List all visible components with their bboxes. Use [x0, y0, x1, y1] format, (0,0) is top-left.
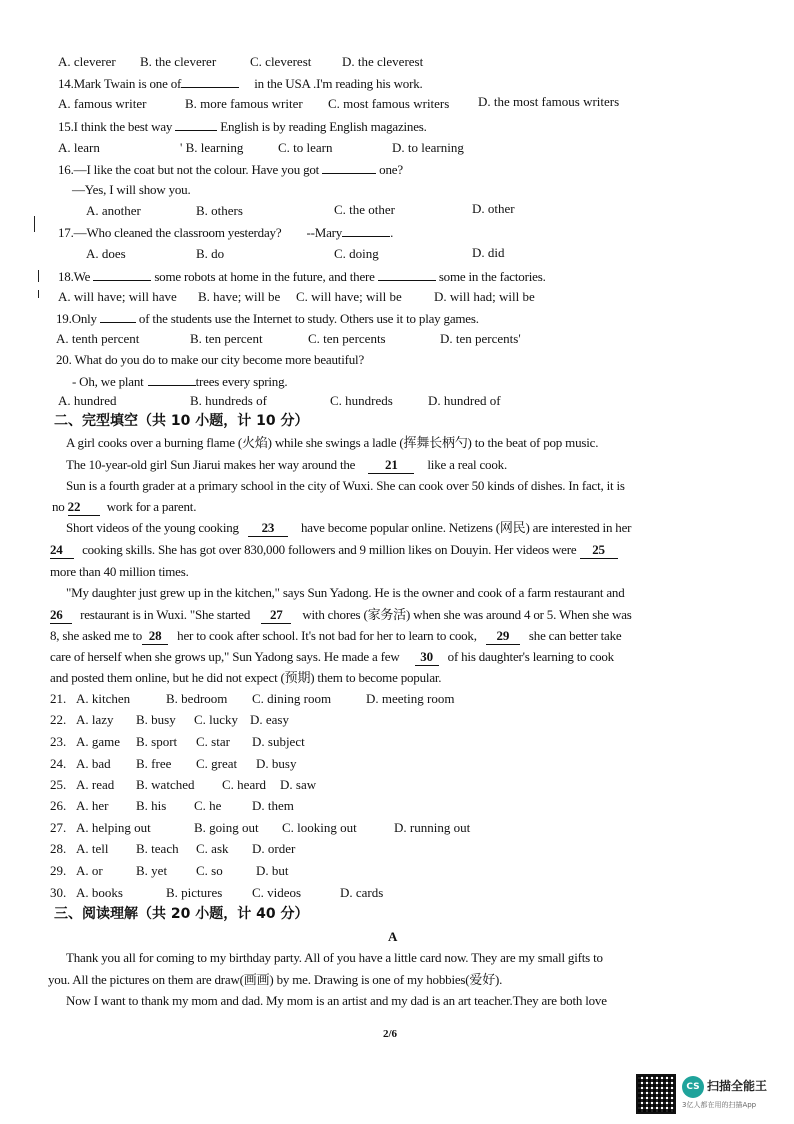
q19-text-post: of the students use the Internet to study. Others use it to play games. — [138, 311, 479, 326]
q20-option-c: C. hundreds — [330, 393, 393, 408]
cloze-option-a: A. books — [76, 885, 123, 900]
cloze-option-number: 24. — [50, 756, 67, 771]
cloze-option-d: D. running out — [394, 820, 471, 835]
cloze-option-c: C. he — [194, 798, 222, 813]
cloze-option-b: B. busy — [136, 712, 176, 727]
q19-option-d: D. ten percents' — [440, 331, 521, 346]
q19-option-b: B. ten percent — [190, 331, 263, 346]
q14-option-b: B. more famous writer — [185, 96, 303, 111]
q18-text-mid: some robots at home in the future, and there — [154, 269, 375, 284]
q15-option-d: D. to learning — [392, 140, 464, 155]
cloze-option-a: A. helping out — [76, 820, 151, 835]
cloze-option-number: 22. — [50, 712, 67, 727]
cloze-option-b: B. watched — [136, 777, 195, 792]
cloze-text: with chores (家务活) when she was around 4 or 5. When she was — [302, 607, 632, 622]
q14-text-pre: 14.Mark Twain is one of — [58, 76, 182, 91]
cloze-blank-26: 26 — [50, 607, 72, 624]
cloze-line-4 — [52, 499, 196, 516]
scanner-app-name: 扫描全能王 — [707, 1079, 768, 1093]
q19-blank — [100, 310, 136, 323]
cloze-option-number: 28. — [50, 841, 67, 856]
q15-text-post: English is by reading English magazines. — [220, 119, 427, 134]
q18-text-post: some in the factories. — [438, 269, 546, 284]
cloze-option-a: A. kitchen — [76, 691, 131, 706]
cloze-option-a: A. bad — [76, 756, 111, 771]
cloze-option-c: C. lucky — [194, 712, 239, 727]
q16-option-b: B. others — [196, 203, 243, 218]
section-3-title: 三、阅读理解（共 20 小题，计 40 分） — [54, 906, 309, 922]
cloze-line-11 — [50, 649, 614, 666]
scan-mark — [38, 290, 39, 298]
cloze-line-7: more than 40 million times. — [50, 564, 189, 579]
cloze-text: like a real cook. — [427, 457, 508, 472]
q20-reply — [72, 373, 287, 390]
q13-option-b: B. the cleverer — [140, 54, 217, 69]
cloze-option-a: A. lazy — [76, 712, 114, 727]
cloze-option-a: A. her — [76, 798, 109, 813]
cloze-option-a: A. read — [76, 777, 115, 792]
q19-option-a: A. tenth percent — [56, 331, 140, 346]
cloze-blank-25: 25 — [580, 542, 618, 559]
cloze-option-b: B. free — [136, 756, 172, 771]
q16-option-a: A. another — [86, 203, 141, 218]
cloze-option-number: 23. — [50, 734, 67, 749]
cloze-option-d: D. them — [252, 798, 294, 813]
q17-text-mid: --Mary — [306, 225, 343, 240]
cloze-option-c: C. heard — [222, 777, 267, 792]
cloze-option-c: C. ask — [196, 841, 229, 856]
cloze-blank-22: 22 — [68, 499, 100, 516]
cloze-option-c: C. dining room — [252, 691, 332, 706]
cloze-option-b: B. going out — [194, 820, 259, 835]
q14-option-c: C. most famous writers — [328, 96, 450, 111]
cloze-option-b: B. bedroom — [166, 691, 228, 706]
cloze-option-d: D. cards — [340, 885, 384, 900]
reading-line-3: Now I want to thank my mom and dad. My mom is an artist and my dad is an art teacher.They are both love — [66, 993, 607, 1008]
q17-option-c: C. doing — [334, 246, 379, 261]
q14-stem — [58, 75, 423, 92]
q14-text-post: in the USA .I'm reading his work. — [254, 76, 423, 91]
q15-blank — [175, 118, 217, 131]
q19-option-c: C. ten percents — [308, 331, 386, 346]
q16-stem — [58, 161, 403, 178]
cloze-option-b: B. yet — [136, 863, 168, 878]
cloze-text: she can better take — [528, 628, 622, 643]
q18-stem — [58, 268, 546, 285]
q17-stem: 17.—Who cleaned the classroom yesterday? --Mary . — [58, 225, 394, 240]
cloze-text: 8, she asked me to — [50, 628, 143, 643]
cloze-text: The 10-year-old girl Sun Jiarui makes her way around the — [66, 457, 356, 472]
cloze-option-b: B. teach — [136, 841, 179, 856]
q16-text-pre: 16.—I like the coat but not the colour. Have you got — [58, 162, 320, 177]
scan-mark — [38, 270, 39, 282]
q17-option-b: B. do — [196, 246, 225, 261]
cloze-option-d: D. easy — [250, 712, 289, 727]
cloze-text: no — [52, 499, 65, 514]
cloze-option-b: B. sport — [136, 734, 178, 749]
cloze-text: restaurant is in Wuxi. "She started — [80, 607, 251, 622]
q19-stem — [56, 310, 479, 327]
cloze-option-number: 27. — [50, 820, 67, 835]
q18-option-b: B. have; will be — [198, 289, 281, 304]
cloze-option-d: D. busy — [256, 756, 297, 771]
q13-option-a: A. cleverer — [58, 54, 116, 69]
q20-option-b: B. hundreds of — [190, 393, 267, 408]
cloze-option-number: 25. — [50, 777, 67, 792]
cloze-text: of his daughter's learning to cook — [447, 649, 614, 664]
q18-option-a: A. will have; will have — [58, 289, 177, 304]
scanner-tagline: 3亿人都在用的扫描App — [682, 1101, 757, 1109]
cloze-blank-23: 23 — [248, 520, 288, 537]
cloze-line-3: Sun is a fourth grader at a primary school in the city of Wuxi. She can cook over 50 kinds of dishes. In fact, it is — [66, 478, 625, 493]
cloze-blank-29: 29 — [486, 628, 520, 645]
q17-option-d: D. did — [472, 245, 505, 260]
q18-option-d: D. will had; will be — [434, 289, 535, 304]
q20-text-post: trees every spring. — [195, 374, 288, 389]
q16-reply: —Yes, I will show you. — [72, 182, 191, 197]
q13-option-c: C. cleverest — [250, 54, 312, 69]
cloze-line-12: and posted them online, but he did not expect (预期) them to become popular. — [50, 670, 442, 685]
q13-option-d: D. the cleverest — [342, 54, 424, 69]
qr-code-icon — [636, 1074, 676, 1114]
q15-stem — [58, 118, 427, 135]
cloze-line-6 — [50, 542, 618, 559]
q14-option-a: A. famous writer — [58, 96, 147, 111]
passage-label: A — [388, 929, 398, 944]
scan-mark — [34, 216, 35, 232]
cloze-text: care of herself when she grows up," Sun Yadong says. He made a few — [50, 649, 400, 664]
cloze-option-d: D. but — [256, 863, 289, 878]
cloze-blank-30: 30 — [415, 649, 439, 666]
q20-text-pre: - Oh, we plant — [72, 374, 144, 389]
q18-blank-1 — [93, 268, 151, 281]
q15-option-a: A. learn — [58, 140, 100, 155]
q15-text-pre: 15.I think the best way — [58, 119, 173, 134]
cloze-option-c: C. great — [196, 756, 238, 771]
cloze-line-10 — [50, 628, 621, 645]
cloze-text: work for a parent. — [106, 499, 197, 514]
cloze-line-8: "My daughter just grew up in the kitchen," says Sun Yadong. He is the owner and cook of a farm restaurant and — [66, 585, 625, 600]
q16-blank — [322, 161, 376, 174]
q16-option-d: D. other — [472, 201, 515, 216]
q14-option-d: D. the most famous writers — [478, 94, 620, 109]
cloze-option-number: 26. — [50, 798, 67, 813]
cloze-option-a: A. tell — [76, 841, 109, 856]
reading-line-2: you. All the pictures on them are draw(画画) by me. Drawing is one of my hobbies(爱好). — [48, 972, 503, 987]
page-number: 2/6 — [383, 1028, 398, 1040]
cloze-blank-21: 21 — [368, 457, 414, 474]
cloze-option-c: C. videos — [252, 885, 302, 900]
q15-option-c: C. to learn — [278, 140, 333, 155]
cloze-option-a: A. game — [76, 734, 121, 749]
cloze-line-1: A girl cooks over a burning flame (火焰) while she swings a ladle (挥舞长柄勺) to the beat of pop music. — [66, 435, 599, 450]
cloze-option-c: C. so — [196, 863, 223, 878]
q17-blank — [342, 224, 390, 237]
q18-blank-2 — [378, 268, 436, 281]
q18-option-c: C. will have; will be — [296, 289, 402, 304]
reading-line-1: Thank you all for coming to my birthday party. All of you have a little card now. They are my small gifts to — [66, 950, 603, 965]
q20-option-d: D. hundred of — [428, 393, 501, 408]
cloze-line-9 — [50, 607, 632, 624]
cloze-option-d: D. order — [252, 841, 296, 856]
q15-option-b: ' B. learning — [180, 140, 244, 155]
q16-text-post: one? — [379, 162, 403, 177]
cloze-option-d: D. meeting room — [366, 691, 455, 706]
section-2-title: 二、完型填空（共 10 小题，计 10 分） — [54, 413, 309, 429]
cloze-option-b: B. his — [136, 798, 167, 813]
cloze-option-c: C. looking out — [282, 820, 357, 835]
q14-blank — [181, 75, 239, 88]
cloze-option-d: D. saw — [280, 777, 317, 792]
cloze-text: have become popular online. Netizens (网民) are interested in her — [300, 520, 632, 535]
cloze-option-b: B. pictures — [166, 885, 223, 900]
q19-text-pre: 19.Only — [56, 311, 97, 326]
cloze-line-5 — [66, 520, 631, 537]
scanner-logo-icon: CS — [682, 1076, 704, 1098]
cloze-option-a: A. or — [76, 863, 103, 878]
q18-text-pre: 18.We — [58, 269, 91, 284]
q20-option-a: A. hundred — [58, 393, 117, 408]
q16-option-c: C. the other — [334, 202, 396, 217]
cloze-line-2 — [66, 457, 507, 474]
cloze-option-number: 30. — [50, 885, 67, 900]
cloze-option-d: D. subject — [252, 734, 305, 749]
cloze-blank-27: 27 — [261, 607, 291, 624]
cloze-blank-24: 24 — [50, 542, 74, 559]
cloze-text: her to cook after school. It's not bad for her to learn to cook, — [177, 628, 477, 643]
q20-blank — [148, 373, 196, 386]
cloze-text: Short videos of the young cooking — [66, 520, 239, 535]
cloze-option-number: 21. — [50, 691, 67, 706]
cloze-option-number: 29. — [50, 863, 67, 878]
q17-option-a: A. does — [86, 246, 126, 261]
cloze-blank-28: 28 — [142, 628, 168, 645]
q20-stem: 20. What do you do to make our city become more beautiful? — [56, 352, 365, 367]
cloze-text: cooking skills. She has got over 830,000 followers and 9 million likes on Douyin. Her videos were — [82, 542, 577, 557]
cloze-option-c: C. star — [196, 734, 230, 749]
q17-text-pre: 17.—Who cleaned the classroom yesterday? — [58, 225, 282, 240]
